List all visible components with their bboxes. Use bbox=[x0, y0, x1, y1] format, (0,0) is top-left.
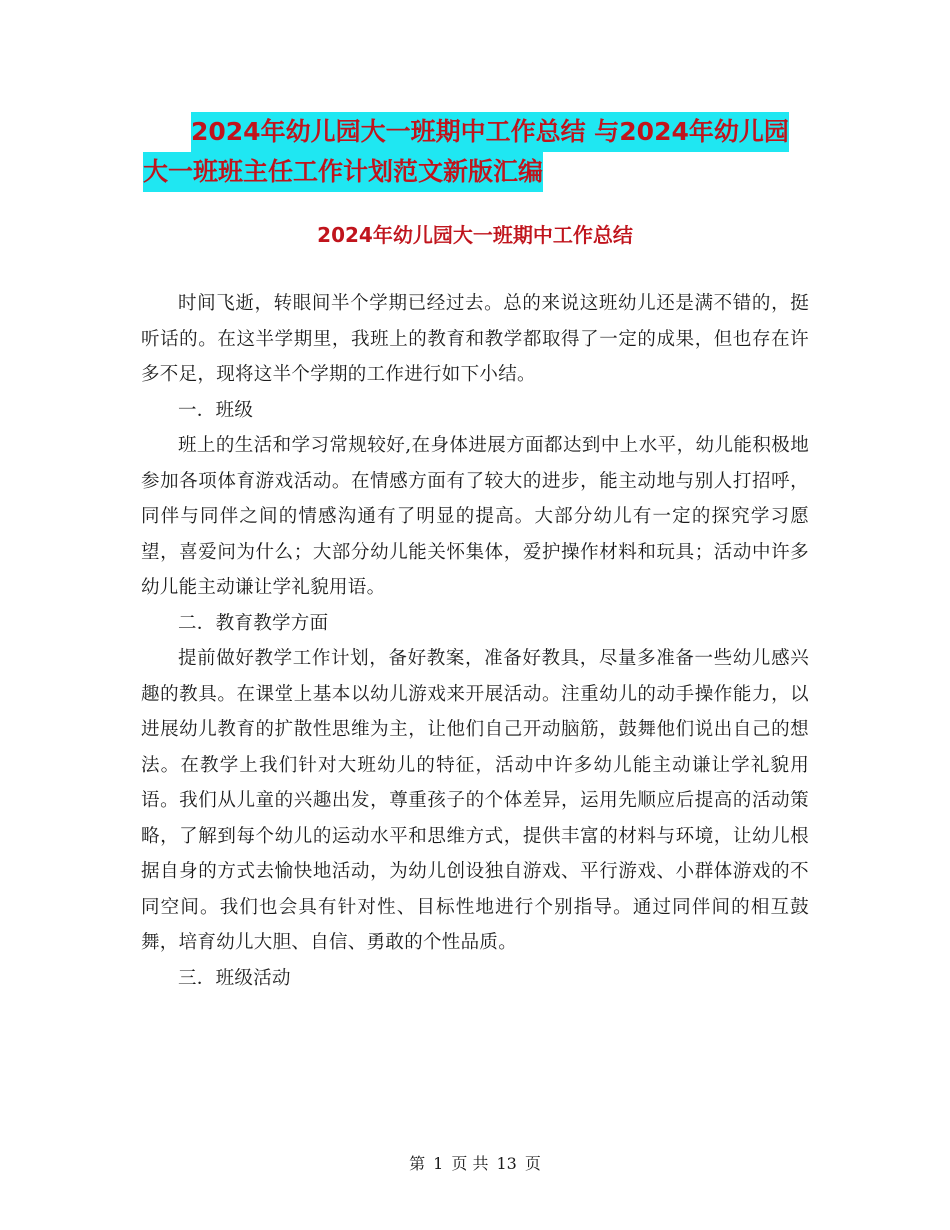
paragraph-teaching: 提前做好教学工作计划，备好教案，准备好教具，尽量多准备一些幼儿感兴趣的教具。在课堂上基本以幼儿游戏来开展活动。注重幼儿的动手操作能力，以进展幼儿教育的扩散性思维为主，让他们自己开动脑筋，鼓舞他们说出自己的想法。在教学上我们针对大班幼儿的特征，活动中许多幼儿能主动谦让学礼貌用语。我们从儿童的兴趣出发，尊重孩子的个体差异，运用先顺应后提高的活动策略，了解到每个幼儿的运动水平和思维方式，提供丰富的材料与环境，让幼儿根据自身的方式去愉快地活动，为幼儿创设独自游戏、平行游戏、小群体游戏的不同空间。我们也会具有针对性、目标性地进行个别指导。通过同伴间的相互鼓舞，培育幼儿大胆、自信、勇敢的个性品质。 bbox=[141, 648, 809, 953]
section-heading-class: 一．班级 bbox=[178, 399, 254, 421]
document-main-title bbox=[143, 112, 831, 192]
section-heading-teaching: 二．教育教学方面 bbox=[178, 612, 329, 634]
main-title-line-2: 大一班班主任工作计划范文新版汇编 bbox=[143, 152, 543, 192]
document-body bbox=[141, 286, 809, 996]
paragraph-class: 班上的生活和学习常规较好,在身体进展方面都达到中上水平，幼儿能积极地参加各项体育游戏活动。在情感方面有了较大的进步，能主动地与别人打招呼，同伴与同伴之间的情感沟通有了明显的提高。大部分幼儿有一定的探究学习愿望，喜爱问为什么；大部分幼儿能关怀集体，爱护操作材料和玩具；活动中许多幼儿能主动谦让学礼貌用语。 bbox=[141, 435, 809, 598]
footer-page-mid: 页 共 bbox=[451, 1154, 489, 1173]
footer-page-number: 1 bbox=[433, 1154, 444, 1173]
section-heading-activities: 三．班级活动 bbox=[178, 967, 291, 989]
page-footer bbox=[0, 1152, 950, 1176]
footer-page-suffix: 页 bbox=[524, 1154, 541, 1173]
paragraph-intro: 时间飞逝，转眼间半个学期已经过去。总的来说这班幼儿还是满不错的，挺听话的。在这半学期里，我班上的教育和教学都取得了一定的成果，但也存在许多不足，现将这半个学期的工作进行如下小结。 bbox=[141, 293, 809, 385]
main-title-line-1: 2024年幼儿园大一班期中工作总结 与2024年幼儿园 bbox=[191, 112, 789, 152]
footer-page-prefix: 第 bbox=[409, 1154, 426, 1173]
footer-total-pages: 13 bbox=[496, 1154, 517, 1173]
section-title: 2024年幼儿园大一班期中工作总结 bbox=[317, 223, 633, 247]
